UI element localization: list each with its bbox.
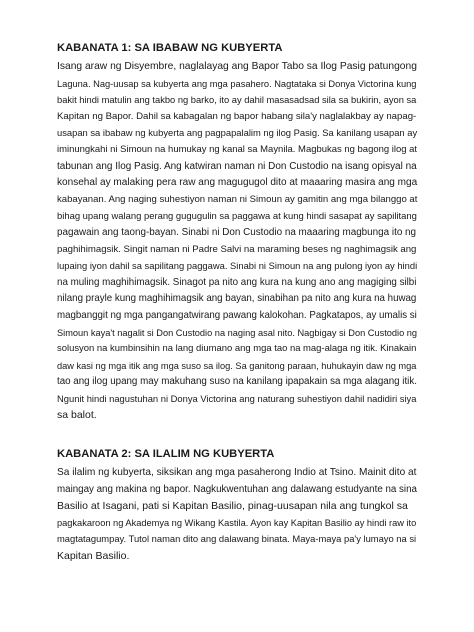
- text-line: Ngunit hindi nagustuhan ni Donya Victorina ang naturang suhestiyon dahil nadidiri siya: [57, 393, 417, 404]
- chapter-1-heading: KABANATA 1: SA IBABAW NG KUBYERTA: [57, 42, 283, 54]
- text-line: pagawain ang taong-bayan. Sinabi ni Don Custodio na maaaring magbunga ito ng: [57, 226, 417, 238]
- text-line: iminungkahi ni Simoun na humukay ng kanal sa Maynila. Magbukas ng bagong ilog at: [57, 143, 418, 155]
- text-line: nilang prayle kung maghihimagsik ang bayan, sinabihan pa nito ang kura na huwag: [57, 293, 417, 305]
- text-line: Kapitan Basilio.: [57, 550, 130, 563]
- text-line: solusyon na kumbinsihin na lang diumano ang mga tao na mag-alaga ng itik. Kinakain: [57, 343, 417, 355]
- text-line: Basilio at Isagani, pati si Kapitan Basilio, pinag-uusapan nila ang tungkol sa: [57, 500, 408, 513]
- text-line: Sa ilalim ng kubyerta, siksikan ang mga pasaherong Indio at Tsino. Mainit dito at: [57, 467, 417, 479]
- text-line: konsehal ay malaking pera raw ang magugugol dito at maaaring masira ang mga: [57, 177, 418, 189]
- text-line: bihag upang walang perang gugugulin sa paggawa at kung hindi sasapat ay sapilitang: [57, 210, 417, 222]
- chapter-2-heading: KABANATA 2: SA ILALIM NG KUBYERTA: [57, 448, 275, 461]
- text-line: na muling maghihimagsik. Sinagot pa nito ang kura na kung ano ang magiging silbi: [57, 276, 417, 288]
- text-line: maingay ang makina ng bapor. Nagkukwentuhan ang dalawang estudyante na sina: [57, 483, 417, 495]
- text-line: Laguna. Nag-uusap sa kubyerta ang mga pasahero. Nagtataka si Donya Victorina kung: [57, 78, 417, 89]
- document-page: [57, 41, 417, 565]
- text-line: daw kasi ng mga itik ang mga suso sa ilog. Sa ganitong paraan, huhukayin daw ng mga: [57, 360, 417, 371]
- text-line: Simoun kaya't nagalit si Don Custodio na naging asal nito. Nagbigay si Don Custodio ng: [57, 327, 418, 338]
- text-line: magtatagumpay. Tutol naman dito ang dalawang binata. Maya-maya pa'y lumayo na si: [57, 533, 417, 545]
- text-line: bakit hindi matulin ang takbo ng barko, ito ay dahil masasadsad sila sa bukirin, ayon sa: [57, 95, 417, 106]
- text-line: magbanggit ng mga pangangatwirang pawang kalokohan. Pagkatapos, ay umalis si: [57, 309, 417, 321]
- text-line: lupaing iyon dahil sa sapilitang paggawa. Sinabi ni Simoun na ang pulong iyon ay hindi: [57, 261, 418, 272]
- text-line: kabayanan. Ang naging suhestiyon naman ni Simoun ay gamitin ang mga bilanggo at: [57, 193, 418, 205]
- text-line: Isang araw ng Disyembre, naglalayag ang Bapor Tabo sa Ilog Pasig patungong: [57, 61, 417, 72]
- text-line: paghihimagsik. Singit naman ni Padre Salvi na maraming beses ng naghimagsik ang: [57, 243, 417, 255]
- chapter-1-body: [57, 59, 417, 424]
- text-line: pagkakaroon ng Akademya ng Wikang Kastila. Ayon kay Kapitan Basilio ay hindi raw ito: [57, 517, 417, 528]
- text-line: tao ang ilog upang may makuhang suso na kanilang ipapakain sa mga alagang itik.: [57, 376, 417, 388]
- text-line: tabunan ang Ilog Pasig. Ang katwiran naman ni Don Custodio na isang opisyal na: [57, 160, 417, 172]
- text-line: Kapitan ng Bapor. Dahil sa kabagalan ng bapor habang sila'y naglalakbay ay napag-: [57, 110, 417, 122]
- chapter-2-body: [57, 465, 417, 565]
- text-line: sa balot.: [57, 409, 97, 422]
- text-line: usapan sa ibabaw ng kubyerta ang pagpapalalim ng ilog Pasig. Sa kanilang usapan ay: [57, 128, 418, 139]
